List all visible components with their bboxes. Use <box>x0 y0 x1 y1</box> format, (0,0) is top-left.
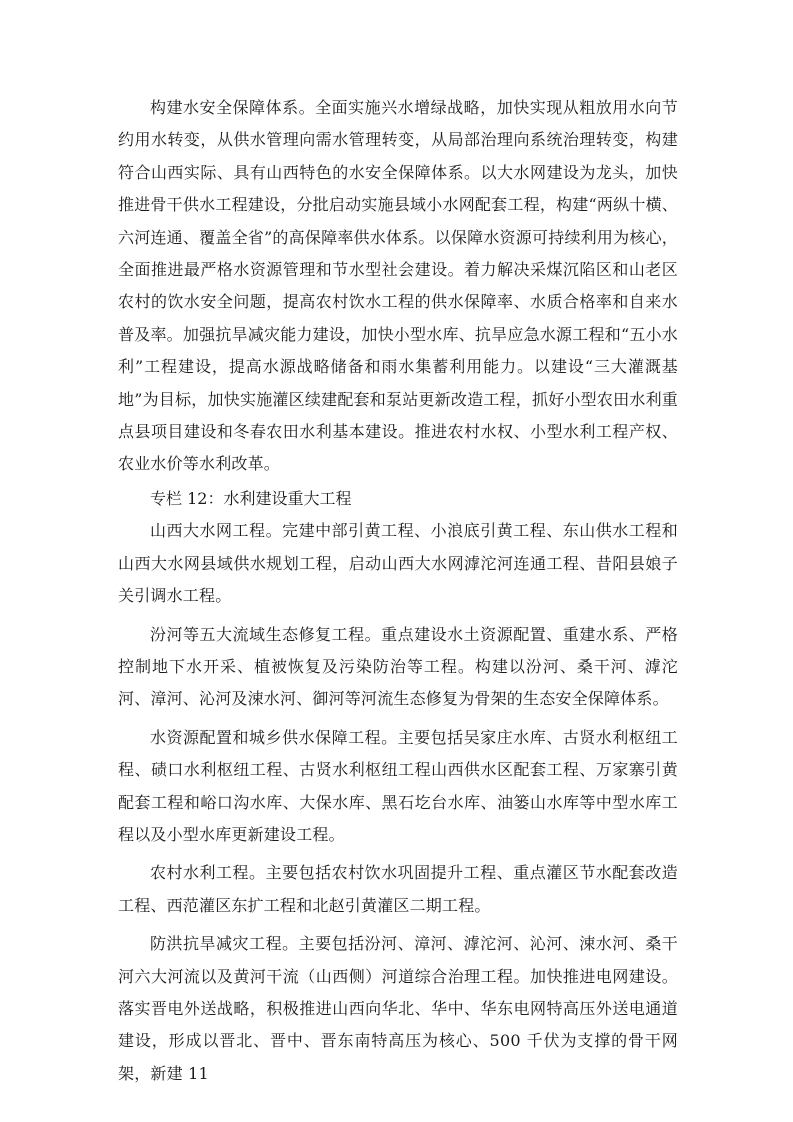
box-item-water-allocation: 水资源配置和城乡供水保障工程。主要包括吴家庄水库、古贤水利枢纽工程、碛口水利枢纽工程、古贤水利枢纽工程山西供水区配套工程、万家寨引黄配套工程和峪口沟水库、大保水库、黑石圪台水库、油篓山水库等中型水库工程以及小型水库更新建设工程。 <box>118 727 678 844</box>
box-item-flood-drought: 防洪抗旱减灾工程。主要包括汾河、漳河、滹沱河、沁河、涑水河、桑干河六大河流以及黄河干流（山西侧）河道综合治理工程。加快推进电网建设。落实晋电外送战略，积极推进山西向华北、华中、华东电网特高压外送电通道建设，形成以晋北、晋中、晋东南特高压为核心、500 千伏为支撑的骨干网架，新建 11 <box>118 934 678 1083</box>
body-paragraph-water-security: 构建水安全保障体系。全面实施兴水增绿战略，加快实现从粗放用水向节约用水转变，从供水管理向需水管理转变，从局部治理向系统治理转变，构建符合山西实际、具有山西特色的水安全保障体系。以大水网建设为龙头，加快推进骨干供水工程建设，分批启动实施县域小水网配套工程，构建“两纵十横、六河连通、覆盖全省”的高保障率供水体系。以保障水资源可持续利用为核心，全面推进最严格水资源管理和节水型社会建设。着力解决采煤沉陷区和山老区农村的饮水安全问题，提高农村饮水工程的供水保障率、水质合格率和自来水普及率。加强抗旱减灾能力建设，加快小型水库、抗旱应急水源工程和“五小水利”工程建设，提高水源战略储备和雨水集蓄利用能力。以建设“三大灌溉基地”为目标，加快实施灌区续建配套和泵站更新改造工程，抓好小型农田水利重点县项目建设和冬春农田水利基本建设。推进农村水权、小型水利工程产权、农业水价等水利改革。 <box>118 98 678 474</box>
document-page <box>118 92 678 1090</box>
box-item-rural-water: 农村水利工程。主要包括农村饮水巩固提升工程、重点灌区节水配套改造工程、西范灌区东扩工程和北赵引黄灌区二期工程。 <box>118 863 678 915</box>
box-item-fenhe-ecology: 汾河等五大流域生态修复工程。重点建设水土资源配置、重建水系、严格控制地下水开采、植被恢复及污染防治等工程。构建以汾河、桑干河、滹沱河、漳河、沁河及涑水河、御河等河流生态修复为骨架的生态安全保障体系。 <box>118 624 678 709</box>
box-item-shanxi-water-network: 山西大水网工程。完建中部引黄工程、小浪底引黄工程、东山供水工程和山西大水网县域供水规划工程，启动山西大水网滹沱河连通工程、昔阳县娘子关引调水工程。 <box>118 521 678 606</box>
box-title: 专栏 12：水利建设重大工程 <box>150 488 352 508</box>
